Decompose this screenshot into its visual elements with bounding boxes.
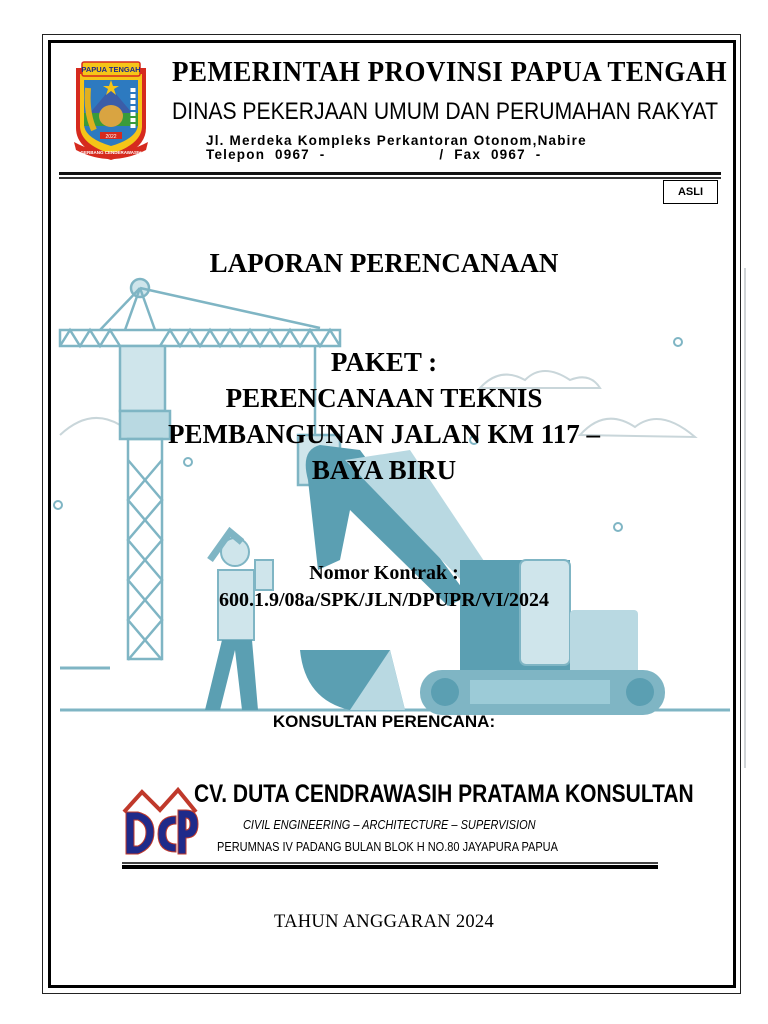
contract-block xyxy=(0,560,768,614)
consultant-address: PERUMNAS IV PADANG BULAN BLOK H NO.80 JAYAPURA PAPUA xyxy=(217,840,558,854)
package-line: PERENCANAAN TEKNIS xyxy=(225,383,543,413)
package-line: BAYA BIRU xyxy=(311,455,457,485)
consultant-label: KONSULTAN PERENCANA: xyxy=(272,712,496,731)
government-name: PEMERINTAH PROVINSI PAPUA TENGAH xyxy=(172,56,728,88)
letterhead-rule-thick xyxy=(59,172,721,175)
worker-icon xyxy=(205,532,273,710)
package-line: PEMBANGUNAN JALAN KM 117 – xyxy=(168,419,600,449)
department-address: Jl. Merdeka Kompleks Perkantoran Otonom,Nabire xyxy=(206,133,587,148)
contract-number: 600.1.9/08a/SPK/JLN/DPUPR/VI/2024 xyxy=(218,589,549,611)
papua-tengah-emblem-icon xyxy=(70,58,152,162)
consultant-tagline: CIVIL ENGINEERING – ARCHITECTURE – SUPERVISION xyxy=(242,818,536,832)
consultant-rule-thin xyxy=(122,862,658,864)
svg-text:GERBANG CENDERAWASIH: GERBANG CENDERAWASIH xyxy=(80,150,142,155)
consultant-company-name: CV. DUTA CENDRAWASIH PRATAMA KONSULTAN xyxy=(194,780,694,808)
package-label: PAKET : xyxy=(330,347,438,377)
department-name: DINAS PEKERJAAN UMUM DAN PERUMAHAN RAKYAT xyxy=(172,98,719,125)
fiscal-year: TAHUN ANGGARAN 2024 xyxy=(273,912,495,932)
contract-label: Nomor Kontrak : xyxy=(309,562,459,584)
svg-text:PAPUA TENGAH: PAPUA TENGAH xyxy=(81,65,141,74)
original-stamp-badge: ASLI xyxy=(663,180,718,204)
consultant-rule-thick xyxy=(122,865,658,869)
svg-text:2022: 2022 xyxy=(105,134,117,140)
report-title: LAPORAN PERENCANAAN xyxy=(209,248,559,278)
letterhead-rule-thin xyxy=(59,177,721,179)
page-edge-shadow xyxy=(744,268,746,768)
department-phone-fax: Telepon 0967 - / Fax 0967 - xyxy=(206,147,542,162)
package-block xyxy=(0,344,768,488)
